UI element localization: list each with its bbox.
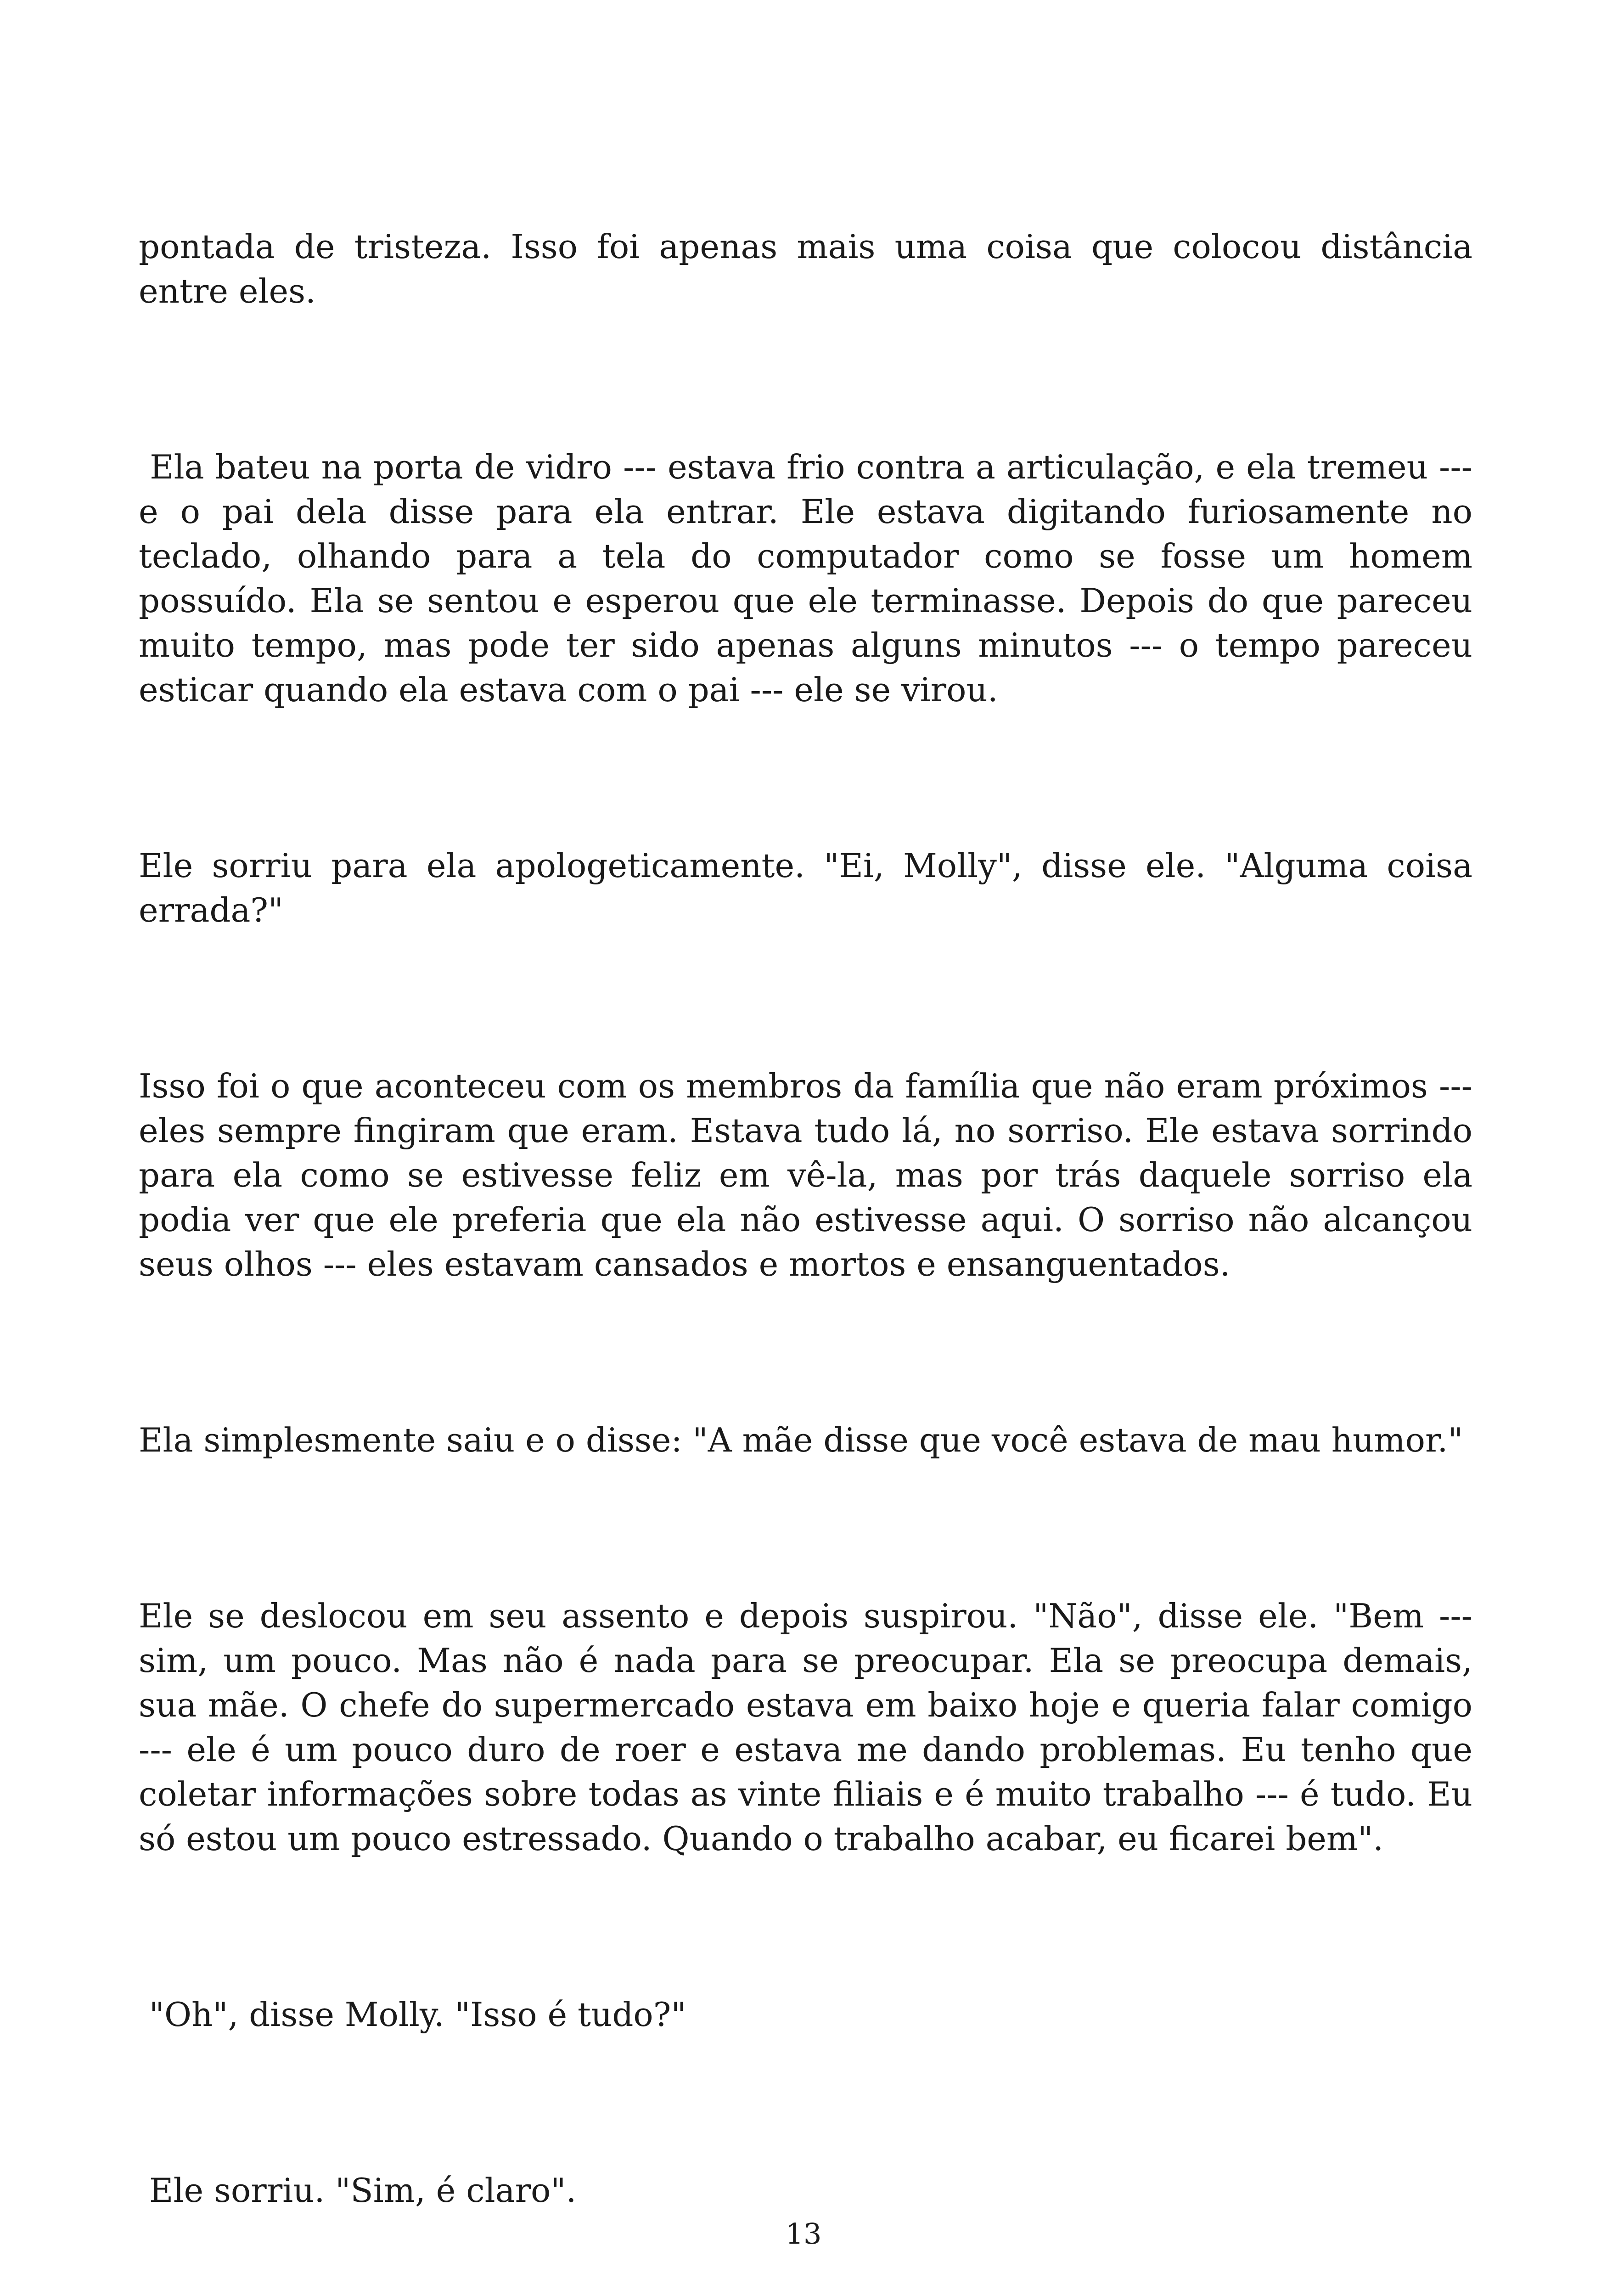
paragraph-3: Ele sorriu para ela apologeticamente. "Ei, Molly", disse ele. "Alguma coisa errada?" xyxy=(139,846,1483,929)
paragraph-7: "Oh", disse Molly. "Isso é tudo?" xyxy=(139,1995,686,2034)
paragraph-6: Ele se deslocou em seu assento e depois suspirou. "Não", disse ele. "Bem --- sim, um pouco. Mas não é nada para se preocupar. Ela se preocupa demais, sua mãe. O chefe do supermercado estava em baixo hoje e queria falar comigo --- ele é um pouco duro de roer e estava me dando problemas. Eu tenho que coletar informações sobre todas as vinte filiais e é muito trabalho --- é tudo. Eu só estou um pouco estressado. Quando o trabalho acabar, eu ficarei bem". xyxy=(139,1597,1483,1858)
paragraph-4: Isso foi o que aconteceu com os membros da família que não eram próximos --- eles sempre fingiram que eram. Estava tudo lá, no sorriso. Ele estava sorrindo para ela como se estivesse feliz em vê-la, mas por trás daquele sorriso ela podia ver que ele preferia que ela não estivesse aqui. O sorriso não alcançou seus olhos --- eles estavam cansados e mortos e ensanguentados. xyxy=(139,1067,1483,1283)
paragraph-1: pontada de tristeza. Isso foi apenas mais uma coisa que colocou distância entre eles. xyxy=(139,227,1483,310)
body-text xyxy=(139,135,1483,2296)
page-number: 13 xyxy=(785,2217,822,2251)
paragraph-8: Ele sorriu. "Sim, é claro". xyxy=(139,2171,577,2210)
paragraph-2: Ela bateu na porta de vidro --- estava frio contra a articulação, e ela tremeu --- e o pai dela disse para ela entrar. Ele estava digitando furiosamente no teclado, olhando para a tela do computador como se fosse um homem possuído. Ela se sentou e esperou que ele terminasse. Depois do que pareceu muito tempo, mas pode ter sido apenas alguns minutos --- o tempo pareceu esticar quando ela estava com o pai --- ele se virou. xyxy=(139,448,1483,709)
paragraph-5: Ela simplesmente saiu e o disse: "A mãe disse que você estava de mau humor." xyxy=(139,1421,1463,1459)
